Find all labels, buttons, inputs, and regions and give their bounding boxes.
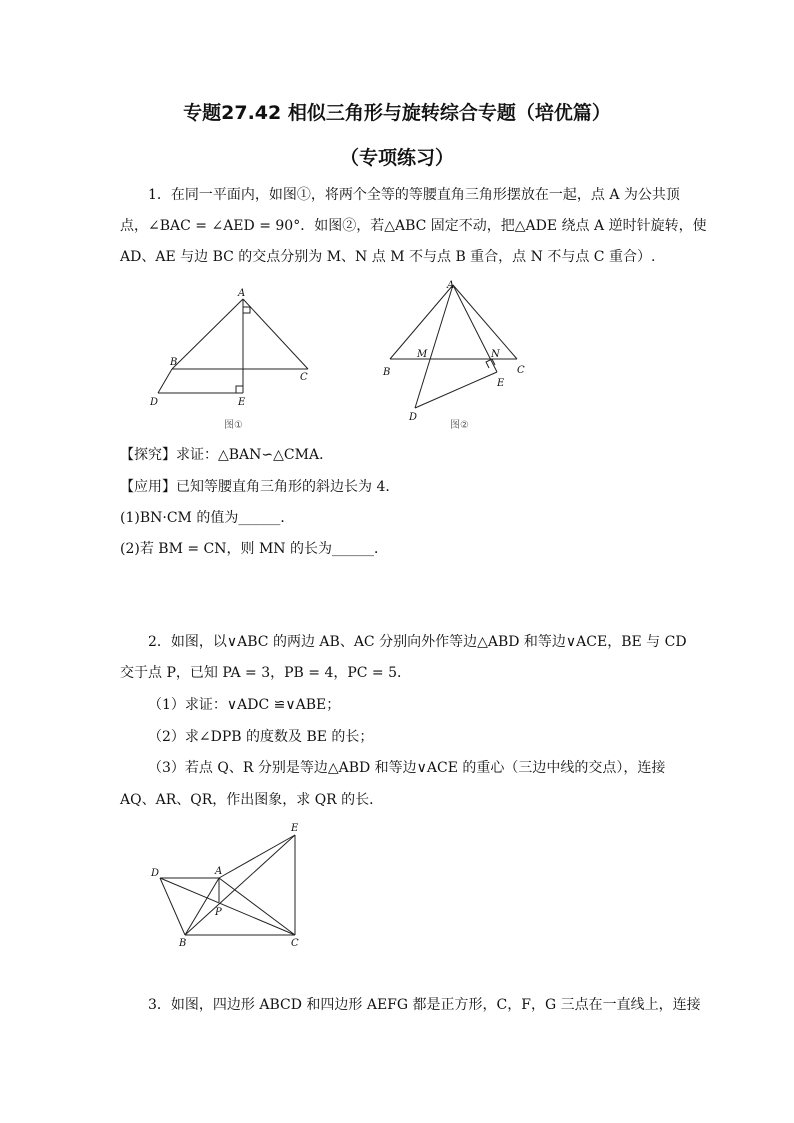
fig3-label-p: P <box>215 907 222 918</box>
fig1-caption: 图① <box>224 420 243 431</box>
fig1-label-e: E <box>238 397 246 408</box>
fig2-seg-de <box>415 372 497 408</box>
fig2-seg-ab <box>390 285 453 359</box>
fig2-seg-ad <box>415 285 453 408</box>
q2-text-line2: 交于点 P，已知 PA = 3，PB = 4，PC = 5． <box>120 665 412 681</box>
fig1-label-a: A <box>238 288 246 299</box>
fig3-label-e: E <box>291 823 299 834</box>
fig1-right-angle-e <box>236 386 243 393</box>
fig2-label-c: C <box>517 365 525 376</box>
fig2-label-m: M <box>417 349 428 360</box>
fig2-label-e: E <box>497 378 505 389</box>
fig3-seg-ab <box>185 878 219 935</box>
fig3-seg-be <box>185 835 295 935</box>
q1-text-line1: 1．在同一平面内，如图①，将两个全等的等腰直角三角形摆放在一起，点 A 为公共顶 <box>148 187 680 203</box>
fig3-seg-ac <box>219 878 295 935</box>
q2-sub1: （1）求证：∨ADC ≌∨ABE； <box>148 697 341 713</box>
q1-apply: 【应用】已知等腰直角三角形的斜边长为 4． <box>120 479 400 495</box>
page-subtitle: （专项练习） <box>339 147 454 169</box>
fig1-label-d: D <box>150 397 159 408</box>
q1-explore: 【探究】求证：△BAN∽△CMA． <box>120 447 334 463</box>
fig2-label-n: N <box>491 349 500 360</box>
q1-sub1: (1)BN·CM 的值为______． <box>120 510 295 526</box>
fig2-right-angle-e <box>486 359 495 368</box>
fig3-seg-dc <box>160 878 295 935</box>
q1-figure-1 <box>140 285 340 435</box>
fig1-seg-ab <box>172 299 243 369</box>
q3-text-line1: 3．如图，四边形 ABCD 和四边形 AEFG 都是正方形，C，F，G 三点在一直线上，连接 <box>148 997 701 1013</box>
fig1-seg-db <box>158 369 172 393</box>
fig2-caption: 图② <box>450 420 469 431</box>
fig3-label-a: A <box>215 866 223 877</box>
fig1-label-b: B <box>170 357 178 368</box>
fig3-label-b: B <box>179 938 187 949</box>
q1-figure-2 <box>375 280 575 430</box>
q2-sub3b: AQ、AR、QR，作出图象，求 QR 的长． <box>120 792 384 808</box>
q1-text-line3: AD、AE 与边 BC 的交点分别为 M、N 点 M 不与点 B 重合，点 N 不与点 C 重合）. <box>120 249 656 265</box>
fig3-label-d: D <box>151 868 160 879</box>
page-title: 专题27.42 相似三角形与旋转综合专题（培优篇） <box>183 102 611 124</box>
fig3-seg-ae <box>219 835 295 878</box>
fig3-label-c: C <box>291 938 299 949</box>
q2-figure <box>145 820 325 950</box>
q2-sub2: （2）求∠DPB 的度数及 BE 的长； <box>148 729 374 745</box>
q1-sub2: (2)若 BM = CN，则 MN 的长为______． <box>120 541 388 557</box>
q2-text-line1: 2．如图，以∨ABC 的两边 AB、AC 分别向外作等边△ABD 和等边∨ACE，BE 与 CD <box>148 634 687 650</box>
fig2-label-a: A <box>447 280 455 291</box>
fig1-label-c: C <box>300 372 308 383</box>
q2-sub3: （3）若点 Q、R 分别是等边△ABD 和等边∨ACE 的重心（三边中线的交点），连接 <box>148 760 666 776</box>
fig2-label-b: B <box>383 367 391 378</box>
fig1-seg-ac <box>243 299 308 369</box>
fig2-label-d: D <box>409 412 418 423</box>
q1-text-line2: 点，∠BAC = ∠AED = 90°．如图②，若△ABC 固定不动，把△ADE 绕点 A 逆时针旋转，使 <box>120 218 707 234</box>
fig1-right-angle-a <box>243 307 250 313</box>
